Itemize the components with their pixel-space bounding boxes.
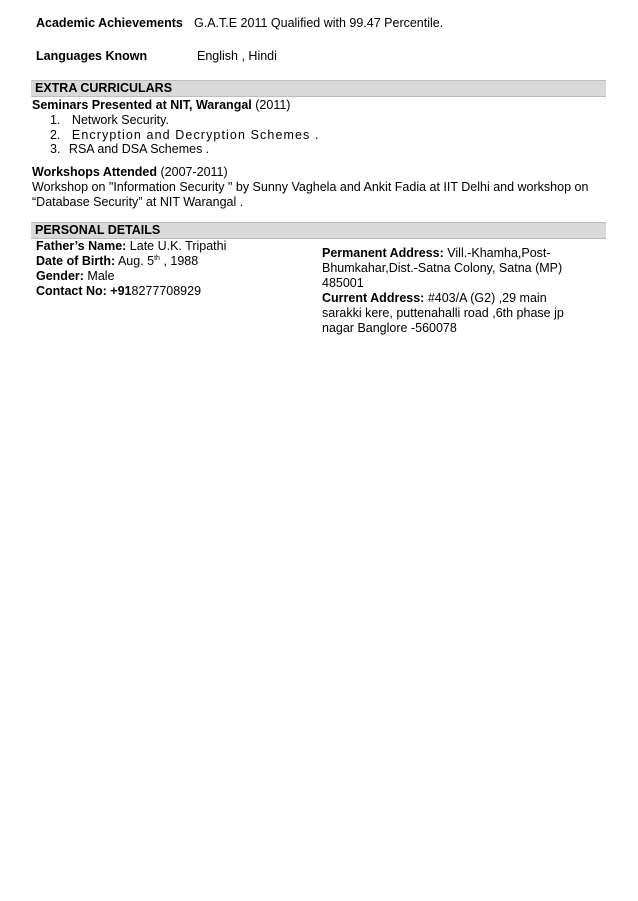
seminar-item [50, 128, 320, 143]
extra-curriculars-heading-bar [31, 80, 606, 97]
father-name-line [36, 239, 226, 254]
father-name-label: Father’s Name: [36, 239, 127, 253]
contact-label: Contact No: +91 [36, 284, 132, 298]
permanent-address-text: Vill.-Khamha,Post- [447, 246, 551, 260]
contact-line [36, 284, 201, 299]
current-address-line2 [322, 306, 564, 321]
personal-details-heading-bar [31, 222, 606, 239]
seminar-item-number: 2. [50, 128, 61, 142]
seminars-title: Seminars Presented at NIT, Warangal [32, 98, 252, 112]
academic-value-row [194, 16, 443, 30]
permanent-address-line1 [322, 246, 551, 261]
dob-suffix: th [154, 254, 160, 262]
permanent-address-label: Permanent Address: [322, 246, 444, 260]
workshops-text: Workshop on "Information Security " by Sunny Vaghela and Ankit Fadia at IIT Delhi and workshop on [32, 180, 589, 194]
gender-value: Male [87, 269, 115, 283]
permanent-address-text: Bhumkahar,Dist.-Satna Colony, Satna (MP) [322, 261, 563, 275]
languages-value-row [197, 49, 277, 63]
workshops-text-line1 [32, 180, 588, 195]
seminar-item-number: 3. [50, 142, 61, 156]
gender-line [36, 269, 115, 284]
current-address-line1 [322, 291, 547, 306]
workshops-text-line2 [32, 195, 243, 210]
academic-value: G.A.T.E 2011 Qualified with 99.47 Percentile. [194, 16, 444, 30]
seminar-item [50, 142, 209, 157]
current-address-text: #403/A (G2) ,29 main [427, 291, 547, 305]
current-address-label: Current Address: [322, 291, 425, 305]
permanent-address-line2 [322, 261, 562, 276]
dob-year: , 1988 [163, 254, 199, 268]
seminar-item-text: Network Security. [71, 113, 169, 127]
languages-label: Languages Known [36, 49, 148, 63]
current-address-line3 [322, 321, 457, 336]
workshops-year: (2007-2011) [160, 165, 228, 179]
seminars-year: (2011) [255, 98, 291, 112]
workshops-text: “Database Security” at NIT Warangal . [32, 195, 244, 209]
permanent-address-line3 [322, 276, 364, 291]
current-address-text: nagar Banglore -560078 [322, 321, 457, 335]
academic-label: Academic Achievements [36, 16, 183, 30]
seminars-title-line [32, 98, 290, 113]
contact-value: 8277708929 [131, 284, 202, 298]
languages-row [36, 49, 147, 63]
seminar-item-text: Encryption and Decryption Schemes . [71, 128, 320, 142]
languages-value: English , Hindi [197, 49, 277, 63]
seminar-item [50, 113, 169, 128]
father-name-value: Late U.K. Tripathi [129, 239, 227, 253]
permanent-address-text: 485001 [322, 276, 364, 290]
workshops-title: Workshops Attended [32, 165, 158, 179]
gender-label: Gender: [36, 269, 84, 283]
dob-line [36, 254, 198, 269]
personal-details-heading: PERSONAL DETAILS [35, 223, 161, 237]
dob-label: Date of Birth: [36, 254, 116, 268]
extra-curriculars-heading: EXTRA CURRICULARS [35, 81, 173, 95]
academic-row [36, 16, 183, 30]
workshops-title-line [32, 165, 228, 180]
seminar-item-text: RSA and DSA Schemes . [68, 142, 210, 156]
current-address-text: sarakki kere, puttenahalli road ,6th phase jp [322, 306, 564, 320]
seminar-item-number: 1. [50, 113, 61, 127]
dob-value: Aug. 5 [117, 254, 155, 268]
